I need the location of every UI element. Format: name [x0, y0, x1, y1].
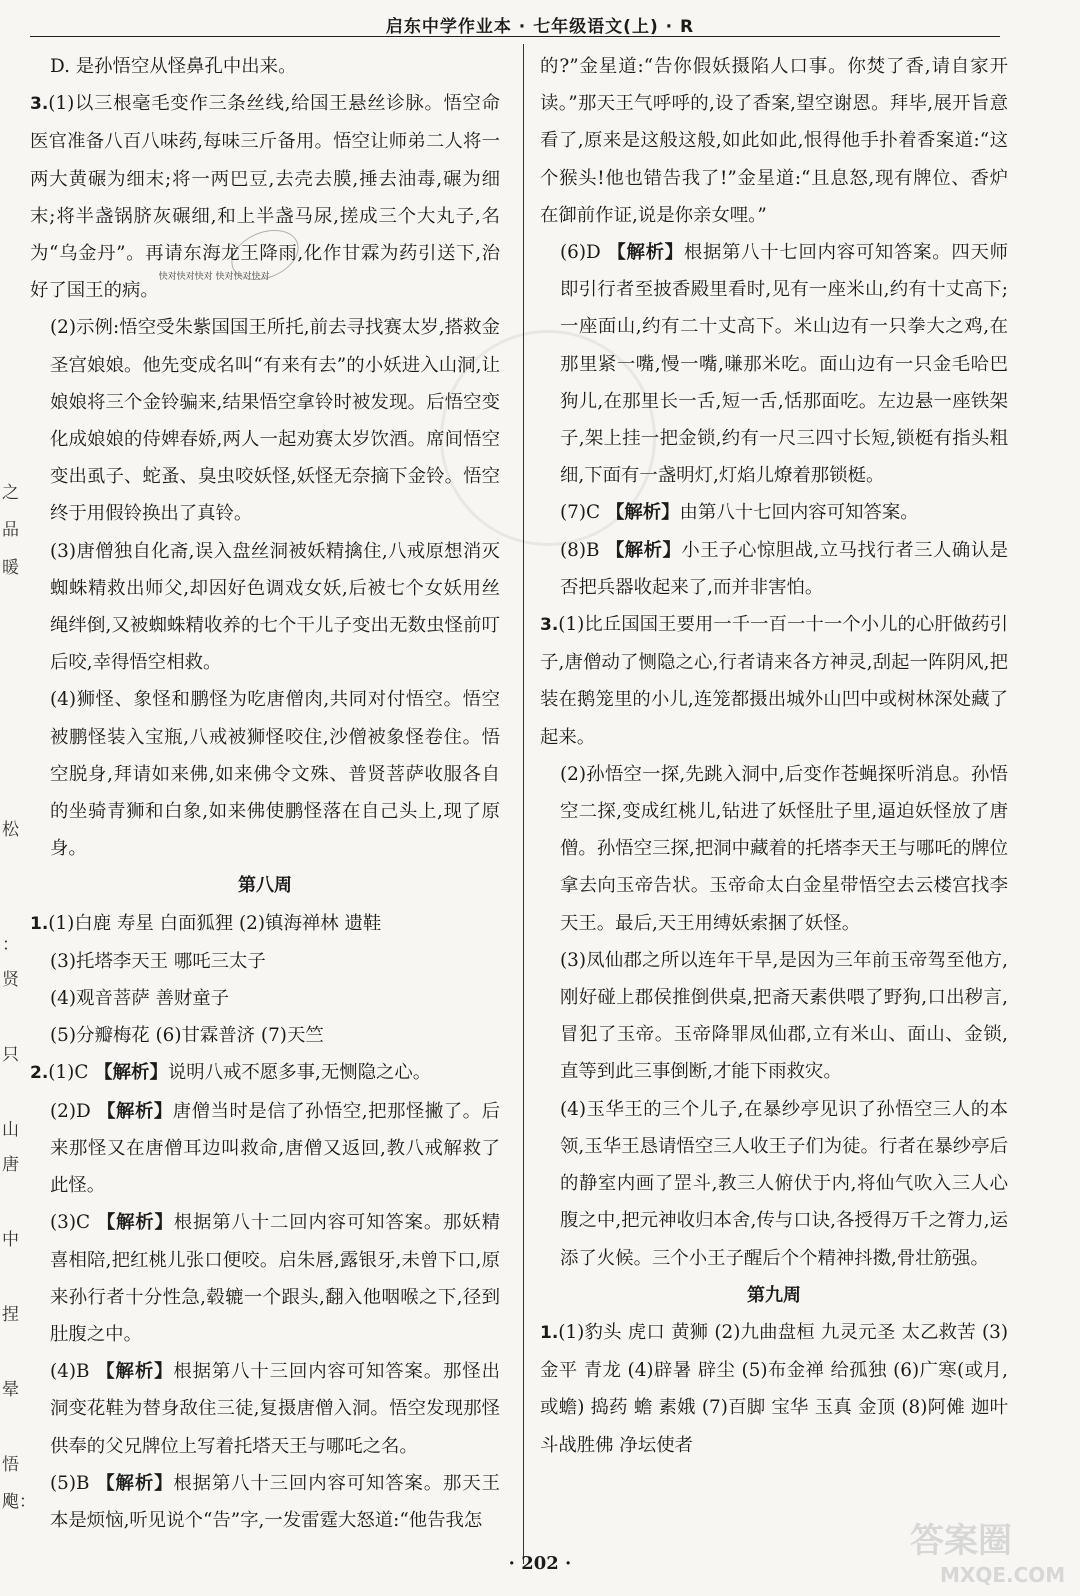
answer-paragraph: [540, 234, 1008, 494]
answer-paragraph: [540, 48, 1008, 234]
analysis-tag: 【解析】: [94, 1062, 168, 1084]
answer-paragraph: [30, 533, 500, 682]
analysis-tag: 【解析】: [96, 1472, 174, 1494]
answer-text: (1)豹头 虎口 黄狮 (2)九曲盘桓 九灵元圣 太乙救苦 (3)金平 青龙 (4)辟暑 辟尘 (5)布金禅 给孤独 (6)广寒(或月,或蟾) 捣药 蟾 素娥 (7)百脚 宝华 玉真 金顶 (8)阿傩 迦叶 斗战胜佛 净坛使者: [540, 1321, 1008, 1456]
analysis-tag: 【解析】: [96, 1361, 174, 1383]
question-number: 1.: [540, 1322, 559, 1343]
left-column: [30, 48, 500, 1539]
answer-text: (3)凤仙郡之所以连年干旱,是因为三年前玉帝驾至他方,刚好碰上郡侯推倒供桌,把斋天素供喂了野狗,口出秽言,冒犯了玉帝。玉帝降罪凤仙郡,立有米山、面山、金锁,直等到此三事倒断,才能下雨救灾。: [560, 949, 1008, 1083]
edge-char: 山: [2, 1120, 19, 1140]
question-item: [30, 905, 500, 943]
answer-text: (8)B: [560, 539, 606, 561]
section-heading: 第九周: [747, 1284, 801, 1306]
analysis-tag: 【解析】: [607, 242, 684, 264]
edge-char: 品: [2, 520, 19, 540]
analysis-text: 根据第八十三回内容可知答案。那天王本是烦恼,听见说个“告”字,一发雷霆大怒道:“他告我怎: [50, 1472, 500, 1531]
edge-char: 唐: [2, 1155, 19, 1175]
analysis-text: 根据第八十二回内容可知答案。那妖精喜相陪,把红桃儿张口便咬。启朱唇,露银牙,未曾下口,原来孙行者十分性急,毂辘一个跟头,翻入他咽喉之下,径到肚腹之中。: [50, 1212, 500, 1345]
header-rule: [30, 36, 1000, 37]
answer-paragraph: [30, 980, 500, 1017]
watermark-text: 快对快对快对 快对快对快对: [158, 272, 270, 283]
edge-char: 暖: [2, 558, 19, 578]
answer-paragraph: [30, 943, 500, 980]
analysis-text: 根据第八十三回内容可知答案。那怪出洞变花鞋为替身敌住三徒,复摄唐僧入洞。悟空发现那怪供奉的父兄牌位上写着托塔天王与哪吒之名。: [50, 1361, 500, 1457]
answer-paragraph: [30, 1353, 500, 1465]
running-header: [0, 0, 1080, 40]
answer-paragraph: [540, 942, 1008, 1091]
answer-paragraph: [30, 1465, 500, 1539]
answer-text: (3)C: [50, 1212, 97, 1234]
right-column: [540, 48, 1008, 1464]
answer-paragraph: [30, 1204, 500, 1353]
question-item: [30, 1054, 500, 1092]
analysis-text: 根据第八十七回内容可知答案。四天师即引行者至披香殿里看时,见有一座米山,约有十丈高下;一座面山,约有二十丈高下。米山边有一只拳大之鸡,在那里紧一嘴,慢一嘴,嗛那米吃。面山边有一只金毛哈巴狗儿,在那里长一舌,短一舌,恬那面吃。左边悬一座铁架子,架上挂一把金锁,约有一尺三四寸长短,锁梃有指头粗细,下面有一盏明灯,灯焰儿燎着那锁梃。: [560, 242, 1008, 487]
answer-paragraph: [540, 532, 1008, 606]
answer-text: (2)D: [50, 1100, 98, 1122]
page-number: · 202 ·: [508, 1553, 572, 1574]
edge-char: ：: [2, 935, 19, 955]
corner-watermark-logo: [900, 1510, 1070, 1590]
answer-text: (5)分瓣梅花 (6)甘霖普济 (7)天竺: [50, 1025, 324, 1047]
answer-text: (2)孙悟空一探,先跳入洞中,后变作苍蝇探听消息。孙悟空二探,变成红桃儿,钻进了妖怪肚子里,逼迫妖怪放了唐僧。孙悟空三探,把洞中藏着的托塔李天王与哪吒的牌位拿去向玉帝告状。玉帝命太白金星带悟空去云楼宫找李天王。最后,天王用缚妖索捆了妖怪。: [560, 763, 1008, 934]
analysis-text: 小王子心惊胆战,立马找行者三人确认是否把兵器收起来了,而并非害怕。: [560, 539, 1008, 598]
question-item: [30, 85, 500, 309]
edge-char: 贤: [2, 970, 19, 990]
book-title: 启东中学作业本 · 七年级语文(上) · R: [385, 17, 695, 37]
answer-paragraph: [30, 309, 500, 532]
column-divider: [523, 44, 524, 1564]
section-heading: 第八周: [238, 875, 292, 897]
edge-char: 之: [2, 483, 19, 503]
answer-text: (1)白鹿 寿星 白面狐狸 (2)镇海禅林 遗鞋: [48, 912, 382, 934]
question-item: [540, 1314, 1008, 1464]
answer-text: (3)唐僧独自化斋,误入盘丝洞被妖精擒住,八戒原想消灭蜘蛛精救出师父,却因好色调戏女妖,后被七个女妖用丝绳绊倒,又被蜘蛛精收养的七个干儿子变出无数虫怪前叮后咬,幸得悟空相救。: [50, 540, 500, 674]
answer-text: 的?”金星道:“告你假妖摄陷人口事。你焚了香,请自家开读。”那天王气呼呼的,设了香案,望空谢恩。拜毕,展开旨意看了,原来是这般这般,如此如此,恨得他手扑着香案道:“这个猴头!他也错告我了!”金星道:“且息怒,现有牌位、香炉在御前作证,说是你亲女哩。”: [540, 56, 1008, 226]
question-number: 2.: [30, 1063, 49, 1084]
question-item: [540, 606, 1008, 756]
edge-char: 飑：: [2, 1492, 36, 1512]
analysis-tag: 【解析】: [605, 502, 680, 524]
answer-text: (4)B: [50, 1361, 97, 1383]
analysis-text: 说明八戒不愿多事,无恻隐之心。: [167, 1062, 432, 1084]
edge-char: 捏: [2, 1305, 19, 1325]
answer-text: D. 是孙悟空从怪鼻孔中出来。: [50, 56, 297, 77]
analysis-text: 由第八十七回内容可知答案。: [679, 502, 919, 524]
question-number: 3.: [30, 94, 49, 115]
answer-paragraph: [30, 1093, 500, 1205]
answer-paragraph: [30, 48, 500, 85]
answer-text: (1)C: [48, 1062, 95, 1084]
edge-char: 中: [2, 1230, 19, 1250]
answer-text: (1)比丘国国王要用一千一百一十一个小儿的心肝做药引子,唐僧动了恻隐之心,行者请来各方神灵,刮起一阵阴风,把装在鹅笼里的小儿,连笼都摄出城外山凹中或树林深处藏了起来。: [540, 614, 1008, 748]
answer-paragraph: [540, 1091, 1008, 1277]
answer-text: (1)以三根毫毛变作三条丝线,给国王悬丝诊脉。悟空命医官准备八百八味药,每味三斤备用。悟空让师弟二人将一两大黄碾为细末;将一两巴豆,去壳去膜,捶去油毒,碾为细末;将半盏锅脐灰碾细,和上半盏马尿,搓成三个大丸子,名为“乌金丹”。再请东海龙王降雨,化作甘霖为药引送下,治好了国王的病。: [30, 93, 500, 302]
svg-text:答案圈: 答案圈: [910, 1521, 1012, 1561]
answer-text: (4)玉华王的三个儿子,在暴纱亭见识了孙悟空三人的本领,玉华王恳请悟空三人收王子们为徒。行者在暴纱亭后的静室内画了罡斗,教三人俯伏于内,将仙气吹入三人心腹之中,把元神收归本舍,传与口诀,各授得万千之膂力,运添了火候。三个小王子醒后个个精神抖擞,骨壮筋强。: [560, 1098, 1008, 1269]
analysis-tag: 【解析】: [605, 539, 682, 561]
answer-text: (3)托塔李天王 哪吒三太子: [50, 950, 266, 972]
analysis-tag: 【解析】: [97, 1100, 173, 1122]
answer-paragraph: [30, 1017, 500, 1054]
answer-text: (7)C: [560, 502, 606, 524]
answer-text: (4)狮怪、象怪和鹏怪为吃唐僧肉,共同对付悟空。悟空被鹏怪装入宝瓶,八戒被狮怪咬住,沙僧被象怪卷住。悟空脱身,拜请如来佛,如来佛令文殊、普贤菩萨收服各自的坐骑青狮和白象,如来佛使鹏怪落在自己头上,现了原身。: [50, 689, 500, 860]
question-number: 3.: [540, 615, 559, 636]
edge-char: 晕: [2, 1380, 19, 1400]
question-number: 1.: [30, 913, 49, 934]
edge-char: 只: [2, 1045, 19, 1065]
answer-text: (6)D: [560, 242, 608, 264]
answer-paragraph: [540, 756, 1008, 942]
answer-paragraph: [30, 681, 500, 867]
edge-char: 悟: [2, 1455, 19, 1475]
analysis-tag: 【解析】: [96, 1212, 174, 1234]
edge-char: 松: [2, 820, 19, 840]
svg-text:MXQE.COM: MXQE.COM: [940, 1563, 1066, 1587]
left-edge-bleed: [0, 0, 36, 1596]
answer-text: (5)B: [50, 1472, 97, 1494]
answer-paragraph: [540, 494, 1008, 531]
answer-text: (2)示例:悟空受朱紫国国王所托,前去寻找赛太岁,搭救金圣宫娘娘。他先变成名叫“有来有去”的小妖进入山洞,让娘娘将三个金铃骗来,结果悟空拿铃时被发现。后悟空变化成娘娘的侍婢春娇,两人一起劝赛太岁饮酒。席间悟空变出虱子、蛇蚤、臭虫咬妖怪,妖怪无奈摘下金铃。悟空终于用假铃换出了真铃。: [50, 317, 500, 525]
analysis-text: 唐僧当时是信了孙悟空,把那怪撇了。后来那怪又在唐僧耳边叫救命,唐僧又返回,教八戒解救了此怪。: [50, 1100, 500, 1197]
answer-text: (4)观音菩萨 善财童子: [50, 988, 230, 1010]
